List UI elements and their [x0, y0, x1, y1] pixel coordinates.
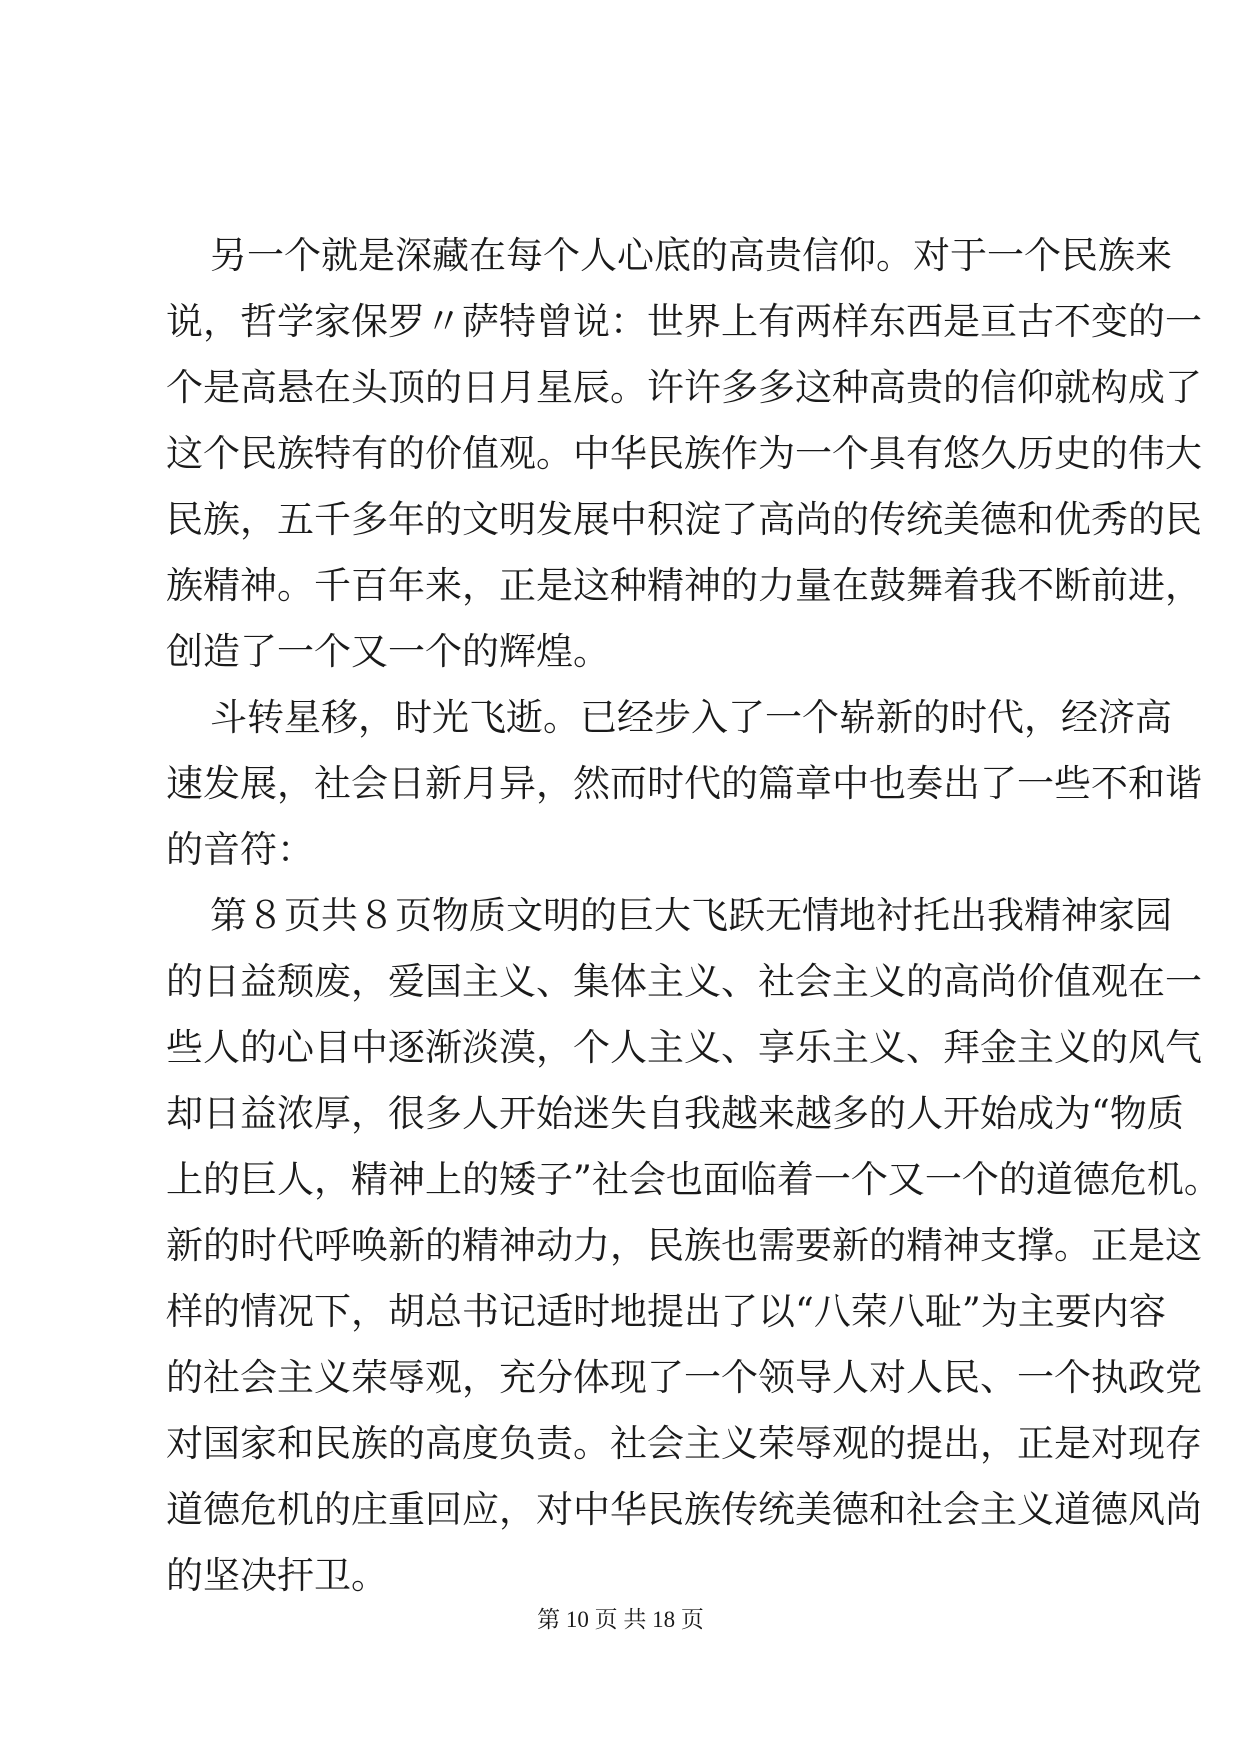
paragraph-3-line-11: 的坚决扞卫。	[166, 1554, 388, 1597]
paragraph-2-line-2: 速发展，社会日新月异，然而时代的篇章中也奏出了一些不和谐	[166, 762, 1202, 805]
paragraph-3-line-4: 却日益浓厚，很多人开始迷失自我越来越多的人开始成为“物质	[166, 1092, 1184, 1135]
paragraph-1-line-7: 创造了一个又一个的辉煌。	[166, 630, 610, 673]
paragraph-3-line-5: 上的巨人，精神上的矮子”社会也面临着一个又一个的道德危机。	[166, 1158, 1221, 1201]
paragraph-3-line-2: 的日益颓废，爱国主义、集体主义、社会主义的高尚价值观在一	[166, 960, 1202, 1003]
page-footer: 第 10 页 共 18 页	[537, 1607, 704, 1632]
paragraph-1-line-5: 民族，五千多年的文明发展中积淀了高尚的传统美德和优秀的民	[166, 498, 1202, 541]
paragraph-1-line-6: 族精神。千百年来，正是这种精神的力量在鼓舞着我不断前进，	[166, 564, 1202, 607]
paragraph-2-line-1: 斗转星移，时光飞逝。已经步入了一个崭新的时代，经济高	[210, 696, 1172, 739]
paragraph-3-line-7: 样的情况下，胡总书记适时地提出了以“八荣八耻”为主要内容	[166, 1290, 1166, 1333]
paragraph-3-line-1: 第８页共８页物质文明的巨大飞跃无情地衬托出我精神家园	[210, 894, 1172, 937]
paragraph-3-line-3: 些人的心目中逐渐淡漠，个人主义、享乐主义、拜金主义的风气	[166, 1026, 1202, 1069]
paragraph-3-line-9: 对国家和民族的高度负责。社会主义荣辱观的提出，正是对现存	[166, 1422, 1202, 1465]
paragraph-1-line-2: 说，哲学家保罗〃萨特曾说：世界上有两样东西是亘古不变的一	[166, 300, 1202, 343]
paragraph-1-line-1: 另一个就是深藏在每个人心底的高贵信仰。对于一个民族来	[210, 234, 1172, 277]
paragraph-3-line-8: 的社会主义荣辱观，充分体现了一个领导人对人民、一个执政党	[166, 1356, 1202, 1399]
paragraph-1-line-3: 个是高悬在头顶的日月星辰。许许多多这种高贵的信仰就构成了	[166, 366, 1202, 409]
paragraph-3-line-10: 道德危机的庄重回应，对中华民族传统美德和社会主义道德风尚	[166, 1488, 1202, 1531]
paragraph-3-line-6: 新的时代呼唤新的精神动力，民族也需要新的精神支撑。正是这	[166, 1224, 1202, 1267]
paragraph-1-line-4: 这个民族特有的价值观。中华民族作为一个具有悠久历史的伟大	[166, 432, 1202, 475]
paragraph-2-line-3: 的音符：	[166, 828, 314, 871]
